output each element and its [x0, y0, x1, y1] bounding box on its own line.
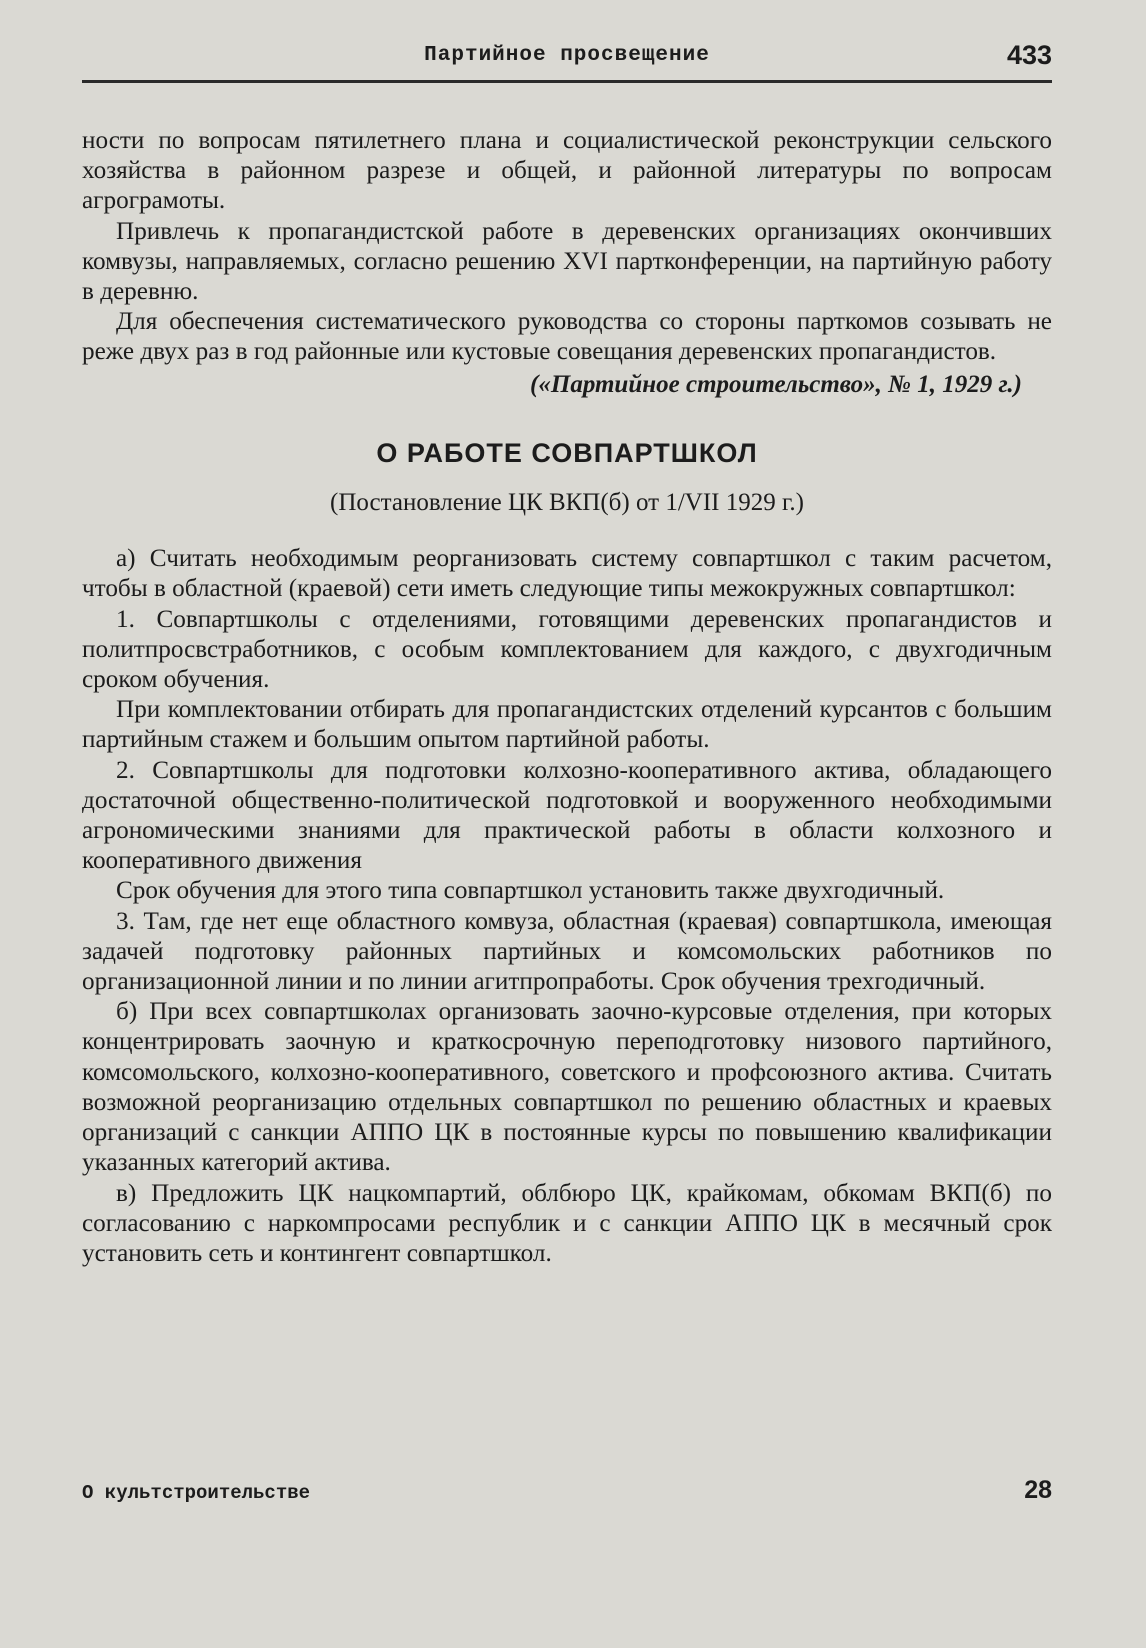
paragraph: 1. Совпартшколы с отделениями, готовящими деревенских пропагандистов и политпросвстработников, с особым комплектованием для каждого, с двухгодичным сроком обучения.: [82, 605, 1052, 694]
paragraph: Для обеспечения систематического руководства со стороны парткомов созывать не реже двух раз в год районные или кустовые совещания деревенских пропагандистов.: [82, 308, 1052, 366]
page-number: 433: [1006, 40, 1052, 70]
page-footer: [82, 1476, 1052, 1512]
paragraph: Срок обучения для этого типа совпартшкол установить также двухгодичный.: [116, 877, 945, 905]
paragraph: 3. Там, где нет еще областного комвуза, областная (краевая) совпартшкола, имеющая задачей подготовку районных партийных и комсомольских работников по организационной линии и по линии агитпропработы. Срок обучения трехгодичный.: [82, 907, 1052, 996]
footer-signature: О культстроительстве: [82, 1482, 311, 1504]
source-citation: («Партийное строительство», № 1, 1929 г.): [530, 370, 1022, 398]
running-title: Партийное просвещение: [424, 44, 710, 67]
running-head: [82, 40, 1052, 80]
section-title: О РАБОТЕ СОВПАРТШКОЛ: [376, 437, 758, 468]
paragraph: а) Считать необходимым реорганизовать систему совпартшкол с таким расчетом, чтобы в областной (краевой) сети иметь следующие типы межокружных совпартшкол:: [82, 545, 1052, 603]
paragraph: ности по вопросам пятилетнего плана и социалистической реконструкции сельского хозяйства в районном разрезе и общей, и районной литературы по вопросам агрограмоты.: [82, 127, 1052, 215]
section-subtitle: (Постановление ЦК ВКП(б) от 1/VII 1929 г.): [330, 489, 804, 517]
paragraph: в) Предложить ЦК нацкомпартий, облбюро ЦК, крайкомам, обкомам ВКП(б) по согласованию с наркомпросами республик и с санкции АППО ЦК в месячный срок установить сеть и контингент совпартшкол.: [82, 1179, 1052, 1267]
footer-sheet-number: 28: [1024, 1476, 1052, 1504]
paragraph: б) При всех совпартшколах организовать заочно-курсовые отделения, при которых концентрировать заочную и краткосрочную переподготовку низового партийного, комсомольского, колхозно-кооперативного, советского и профсоюзного актива. Считать возможной реорганизацию отдельных совпартшкол по решению областных и краевых организаций с санкции АППО ЦК в постоянные курсы по повышению квалификации указанных категорий актива.: [82, 998, 1052, 1177]
body-text: [82, 126, 1052, 1269]
paragraph: 2. Совпартшколы для подготовки колхозно-кооперативного актива, обладающего достаточной общественно-политической подготовкой и вооруженного необходимыми агрономическими знаниями для практической работы в области колхозного и кооперативного движения: [82, 756, 1052, 875]
paragraph: Привлечь к пропагандистской работе в деревенских организациях окончивших комвузы, направляемых, согласно решению XVI партконференции, на партийную работу в деревню.: [82, 217, 1052, 306]
paragraph: При комплектовании отбирать для пропагандистских отделений курсантов с большим партийным стажем и большим опытом партийной работы.: [82, 696, 1052, 754]
header-rule: [82, 80, 1052, 83]
